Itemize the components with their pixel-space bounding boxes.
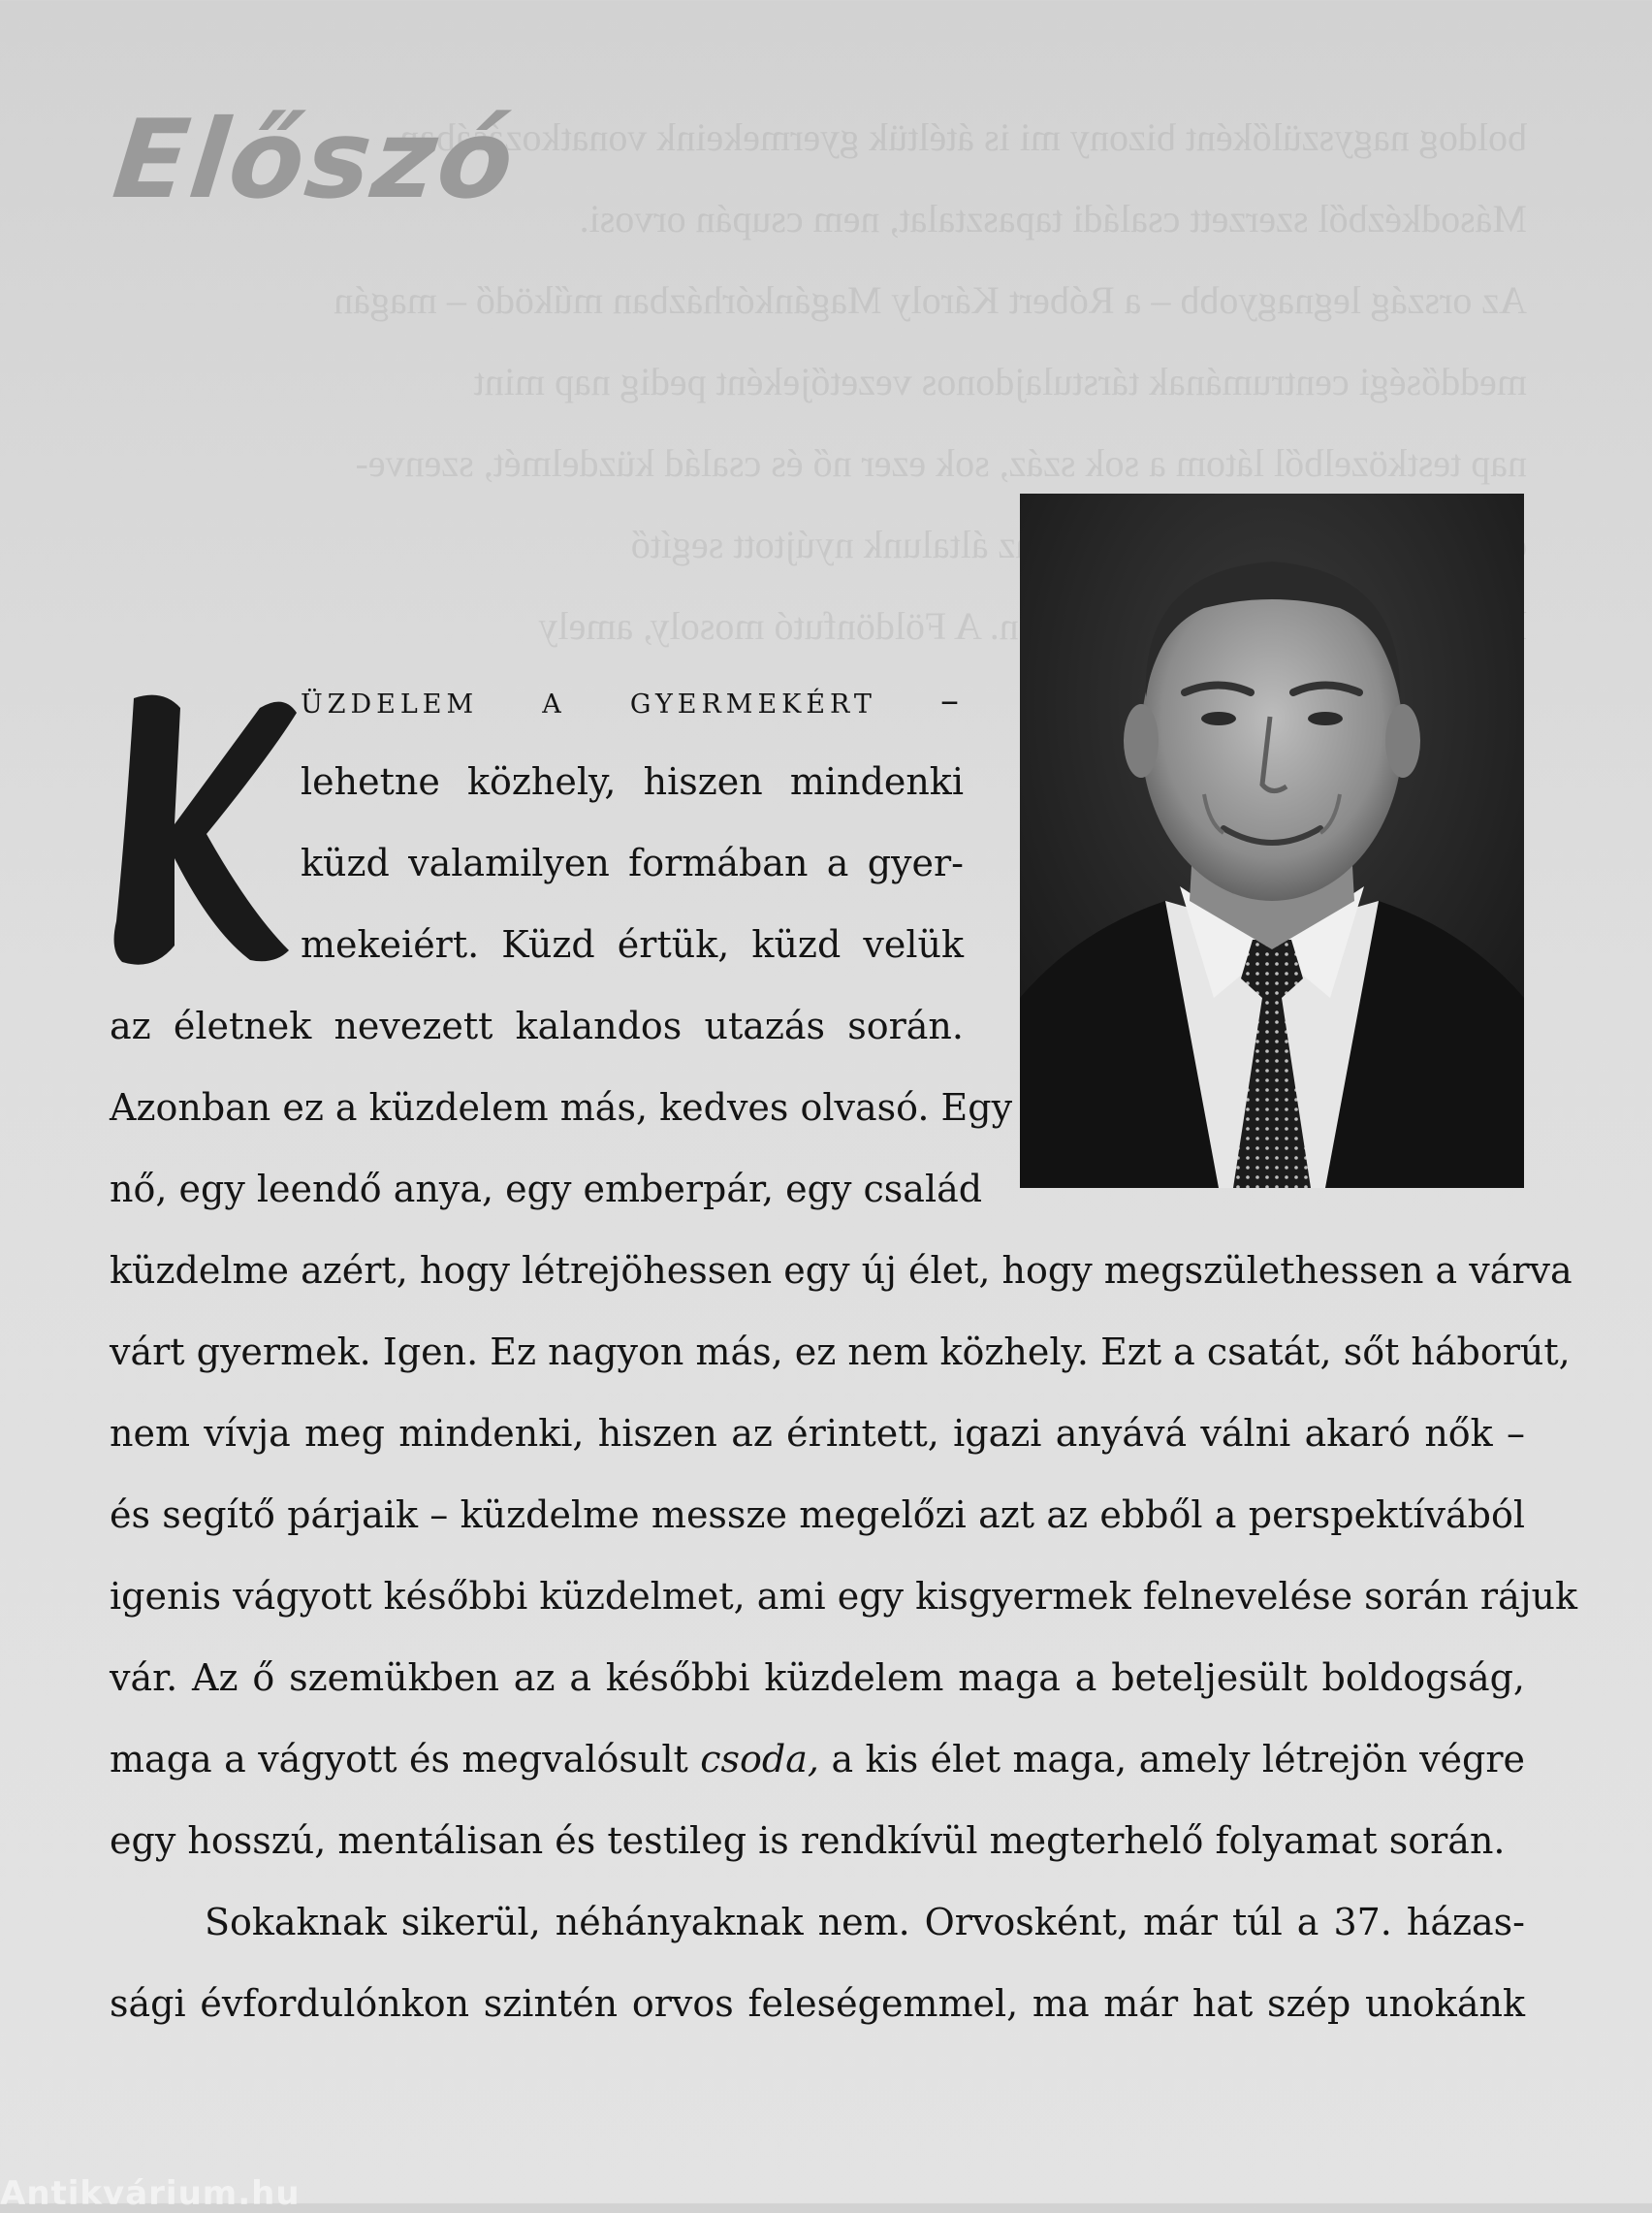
text-line: küzdelme azért, hogy létrejöhessen egy új élet, hogy megszülethessen a várva <box>110 1249 1573 1292</box>
text-line: az életnek nevezett kalandos utazás során. <box>110 1005 964 1047</box>
text-line: vár. Az ő szemükben az a későbbi küzdelem maga a beteljesült boldogság, <box>110 1656 1525 1699</box>
text-segment: a kis élet maga, amely létrejön végre <box>831 1738 1525 1780</box>
text-line: Azonban ez a küzdelem más, kedves olvasó. Egy <box>110 1086 1013 1129</box>
page-title: Előszó <box>108 97 522 223</box>
text-segment: maga a vágyott és megvalósult <box>110 1738 688 1780</box>
bleed-through-text: boldog nagyszülőként bizony mi is átéltük gyermekeink vonatkozásában. Másodkézből szerzett családi tapasztalat, nem csupán orvosi. Az ország legnagyobb – a Róbert Károly Magánkórházban működő – magán meddőségi centrumának társtulajdonos vezetőjeként pedig nap mint nap testközelből látom a sok száz, sok ezer nő és család küzdelmét, szenve- az általunk nyújtott segítő A Földönfutó mosoly, amely <box>334 115 1527 648</box>
text-line: sági évfordulónkon szintén orvos feleségemmel, ma már hat szép unokánk <box>110 1982 1525 2025</box>
text-line-with-italic <box>110 1718 1525 1800</box>
text-line: nő, egy leendő anya, egy emberpár, egy család <box>110 1168 983 1210</box>
watermark: Antikvárium.hu <box>0 2174 301 2213</box>
text-line: Sokaknak sikerül, néhányaknak nem. Orvosként, már túl a 37. házas- <box>205 1901 1525 1943</box>
drop-cap-k <box>105 689 299 970</box>
italic-word: csoda, <box>700 1738 819 1780</box>
text-line: és segítő párjaik – küzdelme messze megelőzi azt az ebből a perspektívából <box>110 1493 1525 1536</box>
text-line: lehetne közhely, hiszen mindenki <box>301 760 964 803</box>
portrait-illustration <box>1020 494 1524 1188</box>
text-line: nem vívja meg mindenki, hiszen az érintett, igazi anyává válni akaró nők – <box>110 1412 1525 1455</box>
text-line: küzd valamilyen formában a gyer- <box>301 842 964 884</box>
text-line: várt gyermek. Igen. Ez nagyon más, ez nem közhely. Ezt a csatát, sőt háborút, <box>110 1331 1571 1373</box>
author-portrait <box>1020 494 1524 1188</box>
text-line: mekeiért. Küzd értük, küzd velük <box>301 923 964 966</box>
text-line: egy hosszú, mentálisan és testileg is rendkívül megterhelő folyamat során. <box>110 1819 1506 1862</box>
lead-in-caps: üzdelem a gyermekért – <box>301 679 964 722</box>
text-line: igenis vágyott későbbi küzdelmet, ami egy kisgyermek felnevelése során rájuk <box>110 1575 1578 1618</box>
